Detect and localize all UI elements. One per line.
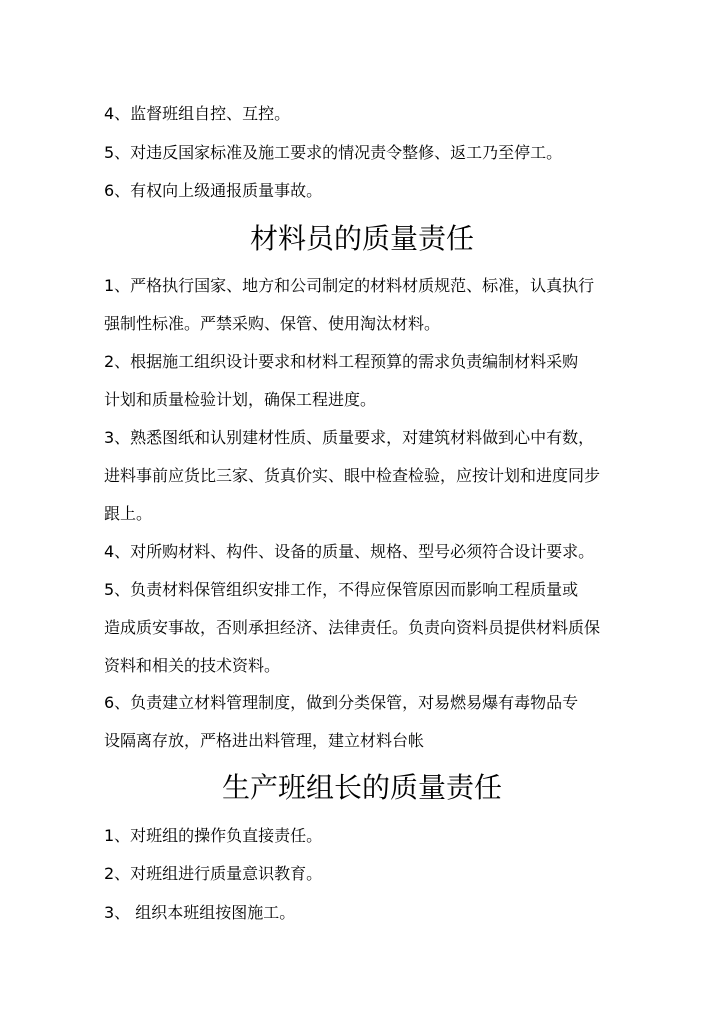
paragraph-line: 跟上。	[104, 504, 153, 523]
paragraph-line: 3、 组织本班组按图施工。	[104, 903, 296, 922]
paragraph-line: 4、对所购材料、构件、设备的质量、规格、型号必须符合设计要求。	[104, 542, 595, 561]
paragraph-line: 6、有权向上级通报质量事故。	[104, 181, 323, 200]
paragraph-line: 造成质安事故，否则承担经济、法律责任。负责向资料员提供材料质保	[104, 618, 601, 637]
paragraph-line: 资料和相关的技术资料。	[104, 656, 281, 675]
paragraph-line: 3、熟悉图纸和认别建材性质、质量要求，对建筑材料做到心中有数，	[104, 428, 595, 447]
section-title-team-leader: 生产班组长的质量责任	[221, 771, 502, 804]
section-title-material-clerk: 材料员的质量责任	[249, 222, 474, 255]
paragraph-line: 1、严格执行国家、地方和公司制定的材料材质规范、标准，认真执行	[104, 276, 595, 295]
paragraph-line: 计划和质量检验计划，确保工程进度。	[104, 390, 377, 409]
paragraph-line: 进料事前应货比三家、货真价实、眼中检查检验，应按计划和进度同步	[104, 466, 601, 485]
paragraph-line: 4、监督班组自控、互控。	[104, 104, 291, 123]
paragraph-line: 设隔离存放，严格进出料管理，建立材料台帐	[104, 731, 425, 750]
paragraph-line: 5、负责材料保管组织安排工作，不得应保管原因而影响工程质量或	[104, 580, 579, 599]
paragraph-line: 强制性标准。严禁采购、保管、使用淘汰材料。	[104, 314, 441, 333]
paragraph-line: 2、根据施工组织设计要求和材料工程预算的需求负责编制材料采购	[104, 352, 579, 371]
paragraph-line: 1、对班组的操作负直接责任。	[104, 826, 323, 845]
paragraph-line: 6、负责建立材料管理制度，做到分类保管，对易燃易爆有毒物品专	[104, 693, 579, 712]
paragraph-line: 5、对违反国家标准及施工要求的情况责令整修、返工乃至停工。	[104, 143, 563, 162]
paragraph-line: 2、对班组进行质量意识教育。	[104, 864, 323, 883]
